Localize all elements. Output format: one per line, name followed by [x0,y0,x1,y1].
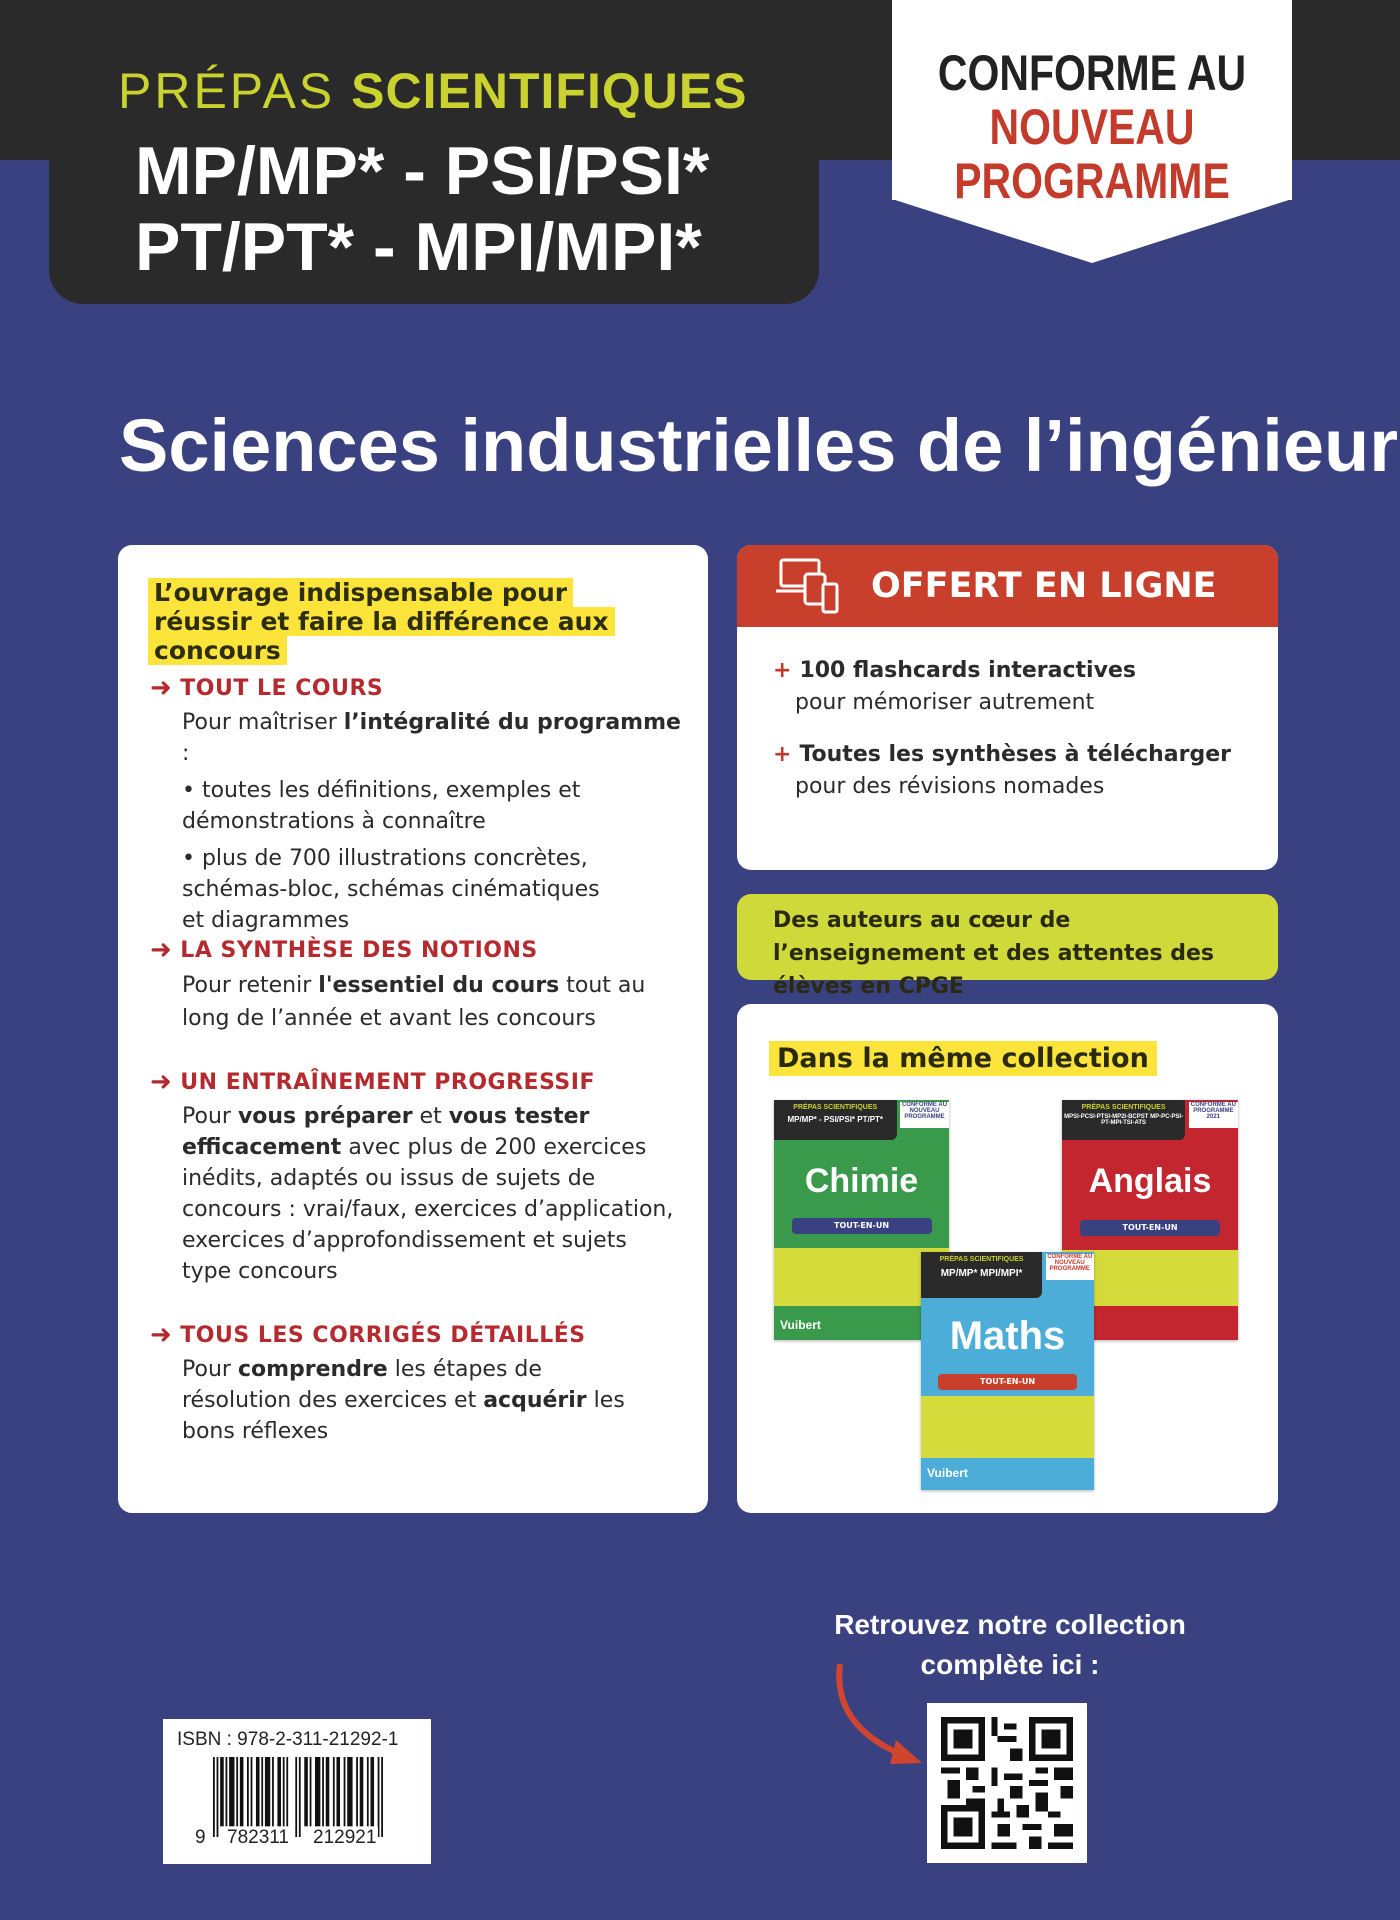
plus-icon: + [773,742,792,767]
bullet-item: • plus de 700 illustrations concrètes, schémas-bloc, schémas cinématiques et diagrammes [182,846,600,933]
text-segment: PRÉPAS SCIENTIFIQUES [1081,1104,1166,1111]
text-segment: MPSI-PCSI-PTSI-MP2I-BCPST MP-PC-PSI-PT-MPI-TSI-ATS [1064,1114,1184,1126]
text-segment: MP/MP* MPI/MPI* [940,1268,1023,1279]
section-body [182,1101,682,1287]
text-segment: l'essentiel du cours [318,973,560,998]
collection-card [737,1004,1278,1513]
qr-code-pattern [941,1717,1073,1849]
text-segment: Toutes les synthèses à télécharger [799,742,1231,767]
text-segment: CONFORME AU NOUVEAU PROGRAMME [900,1102,949,1128]
online-offer-title: OFFERT EN LIGNE [871,566,1217,606]
text-segment: les bons réflexes [182,1388,625,1444]
text-segment: Pour maîtriser [182,710,344,735]
text-segment: acquérir [483,1388,587,1413]
barcode-digits-left: 782311 [227,1827,289,1848]
text-segment: tout au long de l’année et avant les concours [182,973,646,1031]
text-segment: Vuibert [780,1318,821,1332]
brand-prepas: PRÉPAS [118,63,336,119]
barcode-digits-right: 212921 [313,1827,377,1848]
authors-note: Des auteurs au cœur de l’enseignement et des attentes des élèves en CPGE [737,894,1278,980]
book-title: Sciences industrielles de l’ingénieur [119,404,1398,487]
section-entrainement [150,1067,688,1287]
section-title: TOUS LES CORRIGÉS DÉTAILLÉS [180,1322,586,1348]
devices-icon [775,558,841,614]
barcode-bars [213,1757,383,1837]
badge-line-2: NOUVEAU [989,99,1195,155]
qr-code[interactable] [927,1703,1087,1863]
collection-heading: Dans la même collection [769,1041,1157,1076]
curved-arrow-icon [832,1660,932,1770]
qr-caption: Retrouvez notre collection complète ici : [834,1609,1186,1680]
text-segment: Vuibert [927,1466,968,1480]
online-offer-header [737,545,1278,627]
text-segment: comprendre [237,1357,388,1382]
text-segment: Pour retenir [182,973,319,998]
text-segment: avec plus de 200 exercices inédits, adaptés ou issus de sujets de concours : vrai/faux, exercices d’application, exercices d’approfondissement et sujets type concours [182,1135,674,1284]
plus-icon: + [773,658,792,683]
classes-line-1: MP/MP* - PSI/PSI* [135,133,710,209]
text-segment: Maths [949,1314,1066,1358]
brand-scientifiques: SCIENTIFIQUES [351,63,748,119]
text-segment: Anglais [1088,1162,1212,1200]
text-segment: et [412,1104,449,1129]
section-tout-le-cours [150,673,688,936]
text-segment: Pour [182,1357,238,1382]
text-segment: TOUT-EN-UN [792,1218,932,1234]
text-segment: TOUT-EN-UN [938,1374,1076,1390]
arrow-right-icon: ➜ [150,673,173,703]
arrow-right-icon: ➜ [150,1067,173,1097]
online-offer-card [737,545,1278,870]
offer-item [773,655,1136,719]
text-segment: Pour [182,1104,238,1129]
section-body [182,969,682,1035]
section-title: TOUT LE COURS [180,675,384,701]
text-segment: 100 flashcards interactives [799,658,1136,683]
isbn-barcode [163,1719,431,1864]
badge-line-1: CONFORME AU [937,45,1247,101]
classes-line-2: PT/PT* - MPI/MPI* [135,209,702,285]
features-card [118,545,708,1513]
text-segment: PRÉPAS SCIENTIFIQUES [793,1104,878,1111]
text-segment: : [182,741,190,766]
text-segment: vous préparer [237,1104,413,1129]
text-segment: Chimie [804,1162,919,1200]
features-headline-wrap [148,578,658,665]
section-corriges [150,1320,688,1447]
program-badge-text [928,46,1256,208]
text-segment: TOUT-EN-UN [1080,1220,1221,1236]
section-body [182,1354,642,1447]
text-segment: l’intégralité du programme [343,710,681,735]
section-body [182,707,688,769]
badge-line-3: PROGRAMME [954,153,1230,209]
isbn-label: ISBN : 978-2-311-21292-1 [177,1729,399,1750]
section-title: LA SYNTHÈSE DES NOTIONS [180,937,538,963]
features-headline: L’ouvrage indispensable pour réussir et faire la différence aux concours [148,578,615,665]
arrow-right-icon: ➜ [150,1320,173,1350]
text-segment: CONFORME AU NOUVEAU PROGRAMME [1046,1254,1094,1280]
section-title: UN ENTRAÎNEMENT PROGRESSIF [180,1069,595,1095]
text-segment: vous tester efficacement [182,1104,590,1160]
series-brand [118,62,748,120]
text-segment: pour des révisions nomades [795,774,1105,799]
book-cover-maths[interactable] [921,1252,1094,1490]
offer-item [773,739,1231,803]
bullet-item: • toutes les définitions, exemples et démonstrations à connaître [182,778,581,834]
arrow-right-icon: ➜ [150,935,173,965]
text-segment: pour mémoriser autrement [795,690,1095,715]
text-segment: CONFORME AU PROGRAMME 2021 [1189,1102,1238,1128]
text-segment: MP/MP* - PSI/PSI* PT/PT* [787,1115,884,1124]
barcode-digit-prefix: 9 [195,1827,206,1848]
text-segment: PRÉPAS SCIENTIFIQUES [939,1256,1024,1263]
section-synthese [150,935,688,1035]
text-segment: les étapes de résolution des exercices et [182,1357,542,1413]
